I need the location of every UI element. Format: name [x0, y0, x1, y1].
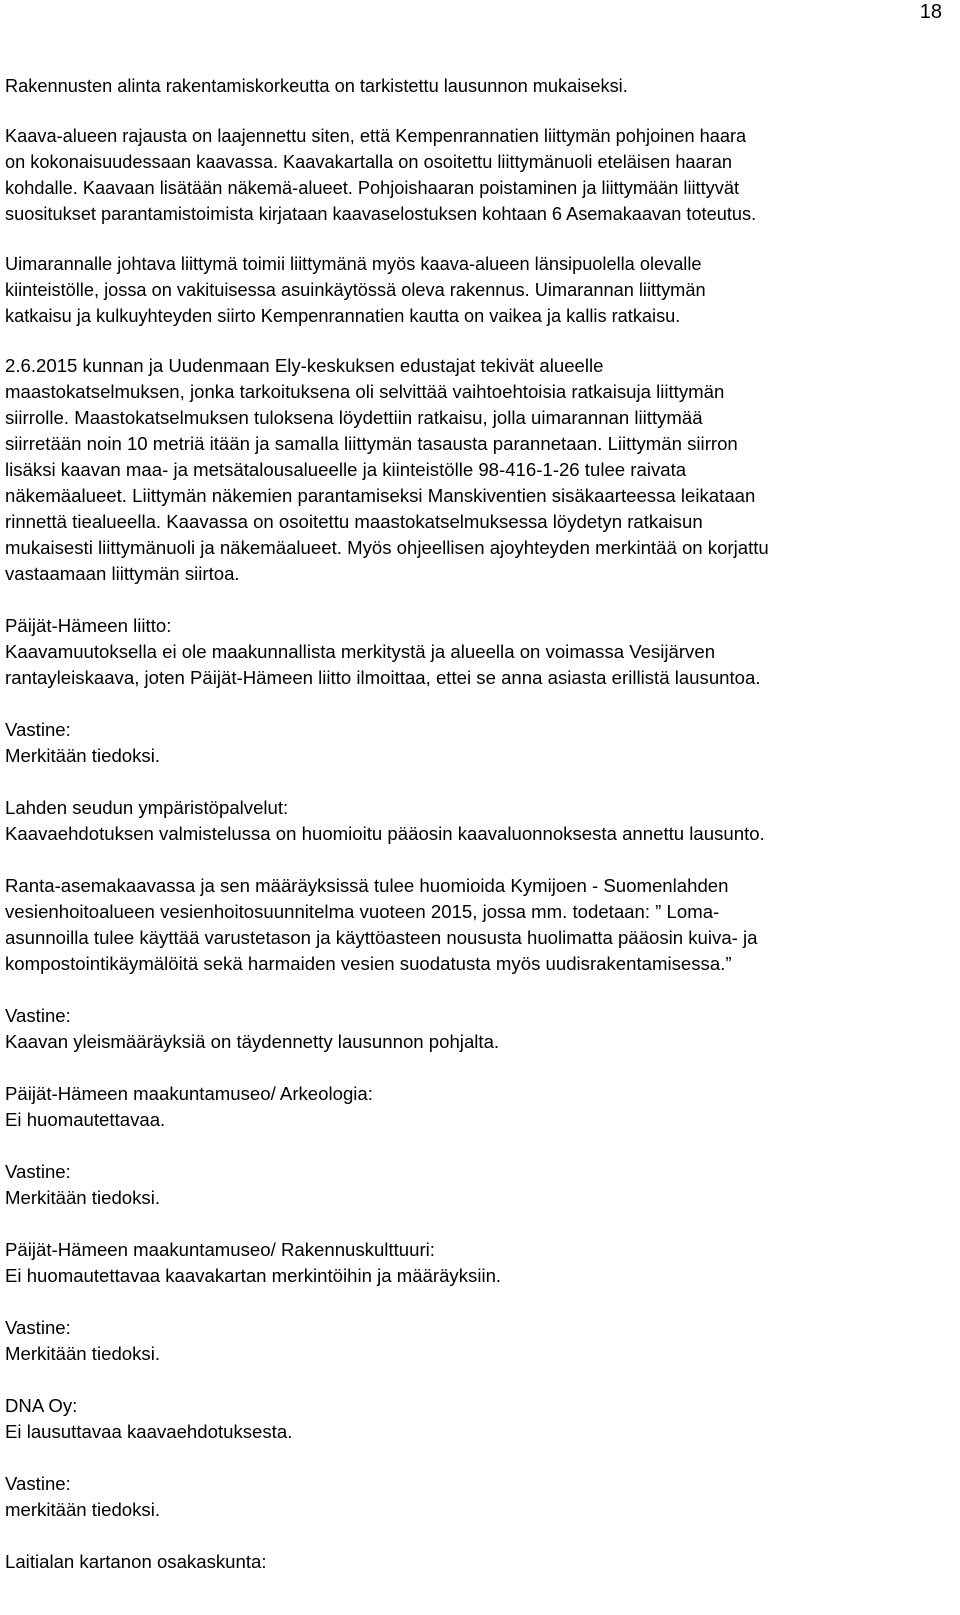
paragraph-spacer	[5, 1289, 945, 1315]
text-line: Laitialan kartanon osakaskunta:	[5, 1551, 267, 1572]
document-body	[5, 73, 945, 1575]
paragraph-spacer	[5, 1133, 945, 1159]
paragraph	[5, 613, 945, 691]
text-line: Vastine:	[5, 1473, 71, 1494]
paragraph	[5, 717, 945, 769]
text-line: kiinteistölle, jossa on vakituisessa asuinkäytössä oleva rakennus. Uimarannan liittymän	[5, 280, 706, 300]
paragraph-spacer	[5, 769, 945, 795]
text-line: merkitään tiedoksi.	[5, 1499, 161, 1520]
text-line: Kaavamuutoksella ei ole maakunnallista merkitystä ja alueella on voimassa Vesijärven	[5, 641, 716, 662]
paragraph-spacer	[5, 847, 945, 873]
text-line: Merkitään tiedoksi.	[5, 745, 161, 766]
paragraph	[5, 1159, 945, 1211]
text-line: Uimarannalle johtava liittymä toimii liittymänä myös kaava-alueen länsipuolella olevalle	[5, 254, 702, 274]
text-line: Ei lausuttavaa kaavaehdotuksesta.	[5, 1421, 293, 1442]
paragraph-spacer	[5, 227, 945, 251]
text-line: lisäksi kaavan maa- ja metsätalousalueelle ja kiinteistölle 98-416-1-26 tulee raivata	[5, 459, 687, 480]
paragraph-spacer	[5, 1523, 945, 1549]
text-line: Ei huomautettavaa kaavakartan merkintöihin ja määräyksiin.	[5, 1265, 502, 1286]
text-line: Kaavan yleismääräyksiä on täydennetty lausunnon pohjalta.	[5, 1031, 500, 1052]
text-line: Päijät-Hämeen maakuntamuseo/ Rakennuskulttuuri:	[5, 1239, 435, 1260]
page-number: 18	[919, 1, 942, 23]
paragraph	[5, 1315, 945, 1367]
text-line: Kaavaehdotuksen valmistelussa on huomioitu pääosin kaavaluonnoksesta annettu lausunto.	[5, 823, 765, 844]
paragraph-spacer	[5, 1445, 945, 1471]
paragraph-spacer	[5, 587, 945, 613]
text-line: vastaamaan liittymän siirtoa.	[5, 563, 240, 584]
text-line: kompostointikäymälöitä sekä harmaiden vesien suodatusta myös uudisrakentamisessa.”	[5, 953, 732, 974]
text-line: kohdalle. Kaavaan lisätään näkemä-alueet. Pohjoishaaran poistaminen ja liittymään liittyvät	[5, 178, 739, 198]
paragraph-spacer	[5, 1055, 945, 1081]
text-line: maastokatselmuksen, jonka tarkoituksena oli selvittää vaihtoehtoisia ratkaisuja liittymän	[5, 381, 725, 402]
text-line: Rakennusten alinta rakentamiskorkeutta on tarkistettu lausunnon mukaiseksi.	[5, 76, 628, 96]
text-line: Ei huomautettavaa.	[5, 1109, 166, 1130]
paragraph	[5, 123, 945, 227]
text-line: Merkitään tiedoksi.	[5, 1343, 161, 1364]
text-line: Lahden seudun ympäristöpalvelut:	[5, 797, 289, 818]
paragraph-spacer	[5, 977, 945, 1003]
paragraph-spacer	[5, 1367, 945, 1393]
text-line: rantayleiskaava, joten Päijät-Hämeen liitto ilmoittaa, ettei se anna asiasta erillistä lausuntoa.	[5, 667, 761, 688]
text-line: Vastine:	[5, 719, 71, 740]
text-line: rinnettä tiealueella. Kaavassa on osoitettu maastokatselmuksessa löydetyn ratkaisun	[5, 511, 703, 532]
paragraph	[5, 873, 945, 977]
text-line: Merkitään tiedoksi.	[5, 1187, 161, 1208]
text-line: vesienhoitoalueen vesienhoitosuunnitelma vuoteen 2015, jossa mm. todetaan: ” Loma-	[5, 901, 720, 922]
text-line: katkaisu ja kulkuyhteyden siirto Kempenrannatien kautta on vaikea ja kallis ratkaisu.	[5, 306, 681, 326]
paragraph	[5, 1471, 945, 1523]
paragraph	[5, 795, 945, 847]
text-line: Vastine:	[5, 1005, 71, 1026]
paragraph	[5, 1003, 945, 1055]
text-line: mukaisesti liittymänuoli ja näkemäalueet. Myös ohjeellisen ajoyhteyden merkintää on korjattu	[5, 537, 769, 558]
paragraph	[5, 251, 945, 329]
paragraph	[5, 1237, 945, 1289]
text-line: Päijät-Hämeen liitto:	[5, 615, 172, 636]
text-line: Vastine:	[5, 1317, 71, 1338]
paragraph	[5, 1393, 945, 1445]
paragraph	[5, 353, 945, 587]
text-line: asunnoilla tulee käyttää varustetason ja käyttöasteen noususta huolimatta pääosin kuiva- ja	[5, 927, 758, 948]
text-line: DNA Oy:	[5, 1395, 78, 1416]
paragraph-spacer	[5, 329, 945, 353]
paragraph	[5, 1549, 945, 1575]
paragraph-spacer	[5, 99, 945, 123]
paragraph	[5, 1081, 945, 1133]
paragraph-spacer	[5, 1211, 945, 1237]
text-line: 2.6.2015 kunnan ja Uudenmaan Ely-keskuksen edustajat tekivät alueelle	[5, 355, 604, 376]
text-line: näkemäalueet. Liittymän näkemien parantamiseksi Manskiventien sisäkaarteessa leikataan	[5, 485, 756, 506]
text-line: siirrolle. Maastokatselmuksen tuloksena löydettiin ratkaisu, jolla uimarannan liittymää	[5, 407, 703, 428]
text-line: on kokonaisuudessaan kaavassa. Kaavakartalla on osoitettu liittymänuoli eteläisen haaran	[5, 152, 732, 172]
text-line: suositukset parantamistoimista kirjataan kaavaselostuksen kohtaan 6 Asemakaavan toteutus.	[5, 204, 757, 224]
text-line: Päijät-Hämeen maakuntamuseo/ Arkeologia:	[5, 1083, 373, 1104]
text-line: Kaava-alueen rajausta on laajennettu siten, että Kempenrannatien liittymän pohjoinen haara	[5, 126, 747, 146]
paragraph	[5, 73, 945, 99]
paragraph-spacer	[5, 691, 945, 717]
text-line: Vastine:	[5, 1161, 71, 1182]
text-line: siirretään noin 10 metriä itään ja samalla liittymän tasausta parannetaan. Liittymän siirron	[5, 433, 738, 454]
text-line: Ranta-asemakaavassa ja sen määräyksissä tulee huomioida Kymijoen - Suomenlahden	[5, 875, 729, 896]
